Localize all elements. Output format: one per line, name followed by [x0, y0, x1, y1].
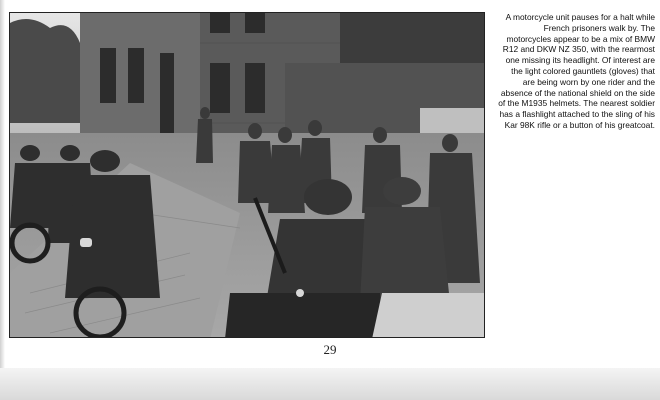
photograph — [9, 12, 485, 338]
page-number: 29 — [323, 342, 337, 357]
page-edge-shadow — [0, 0, 5, 370]
photo-caption: A motorcycle unit pauses for a halt while French prisoners walk by. The motorcycles appear to be a mix of BMW R12 and DKW NZ 350, with the rearmost one missing its headlight. Of interest are the light colored gauntlets (gloves) that are being worn by one rider and the absence of the national shield on the side of the M1935 helmets. The nearest soldier has a flashlight attached to the sling of his Kar 98K rifle or a button of his greatcoat. — [498, 12, 655, 130]
page-bottom-edge — [0, 368, 660, 400]
